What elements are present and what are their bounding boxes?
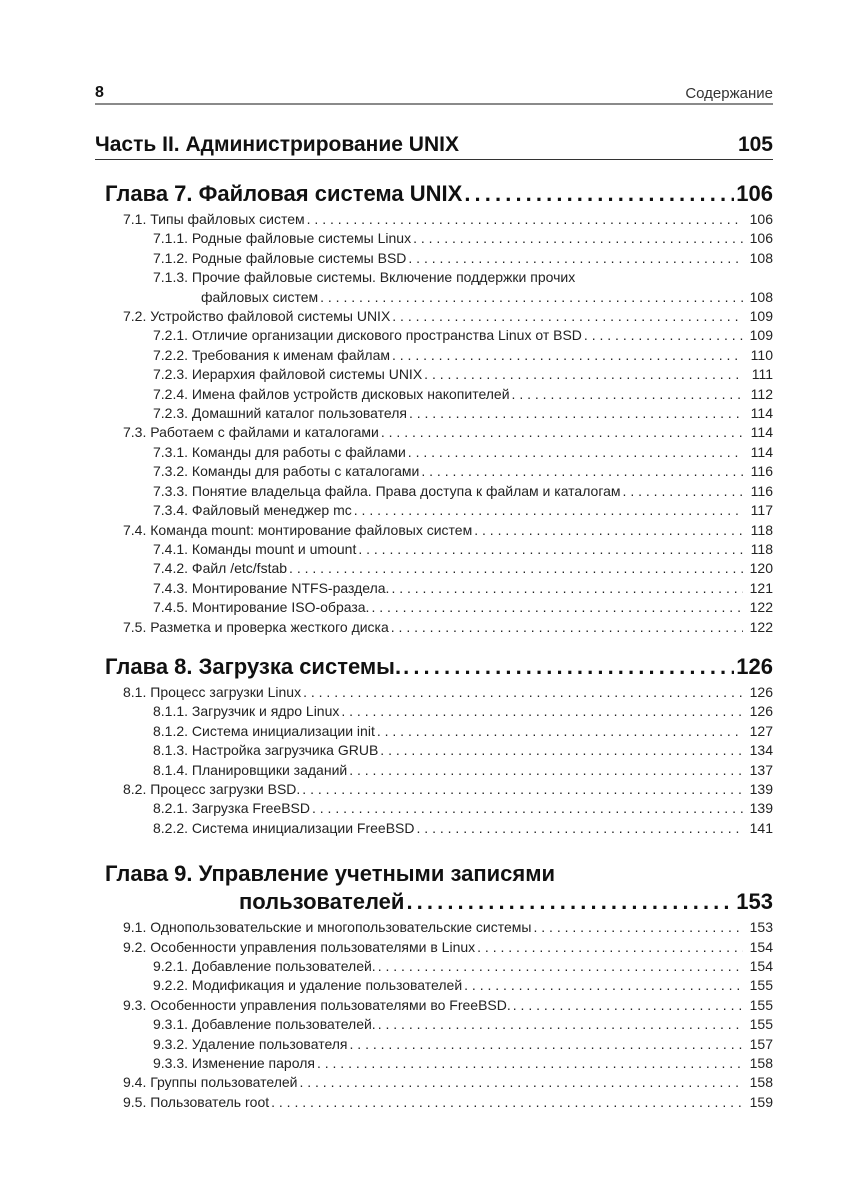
leader-dots	[350, 1035, 743, 1054]
leader-dots	[477, 938, 743, 957]
toc-entry-text: Добавление пользователей.	[191, 1016, 376, 1033]
toc-entry-text: Типы файловых систем	[150, 211, 305, 227]
toc-entry-title	[123, 918, 531, 937]
chapter-heading[interactable]	[95, 180, 773, 208]
toc-entry-title	[153, 957, 376, 976]
toc-entry[interactable]	[95, 540, 773, 559]
toc-entry-title	[153, 385, 510, 404]
leader-dots	[408, 249, 743, 268]
toc-entry[interactable]	[95, 288, 773, 307]
toc-entry[interactable]	[95, 799, 773, 818]
leader-dots	[354, 501, 743, 520]
toc-entry[interactable]	[95, 1015, 773, 1034]
toc-entry-title	[153, 462, 419, 481]
toc-entry-page: 111	[751, 366, 773, 383]
toc-entry-title	[153, 365, 422, 384]
toc-entry-page: 114	[750, 405, 773, 422]
leader-dots	[320, 288, 743, 307]
toc-entry-page: 118	[750, 521, 773, 538]
leader-dots	[409, 404, 743, 423]
chapter-heading[interactable]	[95, 860, 773, 916]
toc-entry[interactable]	[95, 482, 773, 501]
toc-entry[interactable]	[95, 683, 773, 702]
toc-entry-title	[123, 780, 300, 799]
running-head	[95, 82, 773, 105]
toc-entry-text: Иерархия файловой системы UNIX	[191, 366, 423, 383]
leader-dots	[512, 385, 743, 404]
toc-entry-text: Имена файлов устройств дисковых накопителей	[191, 385, 510, 402]
toc-entry[interactable]	[95, 598, 773, 617]
toc-entry-text: Изменение пароля	[191, 1055, 315, 1072]
leader-dots	[317, 1054, 743, 1073]
leader-dots	[341, 702, 743, 721]
toc-entry-number: 7.3.2.	[153, 463, 189, 480]
toc-entry-number: 8.1.4.	[153, 761, 189, 778]
toc-entry-number: 7.2.	[123, 308, 147, 325]
toc-entry-number: 7.1.1.	[153, 230, 189, 247]
toc-entry-number: 7.1.2.	[153, 249, 189, 266]
toc-entry-title	[153, 268, 575, 287]
toc-entry-page: 116	[750, 463, 773, 480]
leader-dots	[464, 180, 734, 208]
toc-entry-number: 8.2.	[123, 780, 147, 797]
toc-entry-number: 7.1.	[123, 211, 147, 227]
toc-entry-number: 7.2.3.	[153, 405, 189, 422]
toc-entry-page: 126	[749, 703, 773, 720]
toc-entry-number: 8.1.2.	[153, 722, 189, 739]
toc-entry[interactable]	[95, 365, 773, 384]
toc-entry-number: 7.2.1.	[153, 327, 189, 344]
toc-entry[interactable]	[95, 996, 773, 1015]
toc-entry-page: 106	[749, 230, 773, 247]
toc-entry-title	[153, 482, 621, 501]
toc-entry[interactable]	[95, 702, 773, 721]
leader-dots	[421, 462, 743, 481]
toc-entry-page: 159	[749, 1093, 773, 1110]
toc-entry[interactable]	[95, 1093, 773, 1112]
leader-dots	[584, 326, 743, 345]
toc-entry-page: 139	[749, 800, 773, 817]
toc-entry-text: Модификация и удаление пользователей	[191, 977, 463, 994]
toc-entry-number: 9.4.	[123, 1074, 147, 1091]
toc-entry-title	[123, 683, 301, 702]
leader-dots	[349, 761, 743, 780]
toc-entry-number: 9.3.	[123, 996, 147, 1013]
leader-dots	[302, 780, 743, 799]
toc-entry-text: Работаем с файлами и каталогами	[150, 424, 379, 441]
toc-entry-number: 7.4.5.	[153, 599, 189, 616]
toc-entry[interactable]	[95, 780, 773, 799]
toc-entry-number: 7.3.	[123, 424, 147, 441]
toc-entry-title	[153, 799, 310, 818]
toc-entry-text: Команды mount и umount	[191, 540, 357, 557]
toc-entry[interactable]	[95, 579, 773, 598]
toc-entry-text: Процесс загрузки BSD.	[150, 780, 301, 797]
toc-entry[interactable]	[95, 1035, 773, 1054]
toc-entry-title	[153, 761, 347, 780]
toc-entry-title	[123, 423, 379, 442]
toc-entry-title	[153, 1015, 376, 1034]
toc-entry[interactable]	[95, 521, 773, 540]
toc-entry-text: Команды для работы с файлами	[191, 443, 406, 460]
toc-entry-page: 155	[749, 1016, 773, 1033]
toc-entry-title	[153, 702, 339, 721]
toc-entry-page: 126	[749, 683, 773, 700]
toc-entry-text: Разметка и проверка жесткого диска	[150, 618, 389, 635]
toc-entry-page: 117	[750, 502, 773, 519]
toc-entry-number: 8.2.1.	[153, 800, 189, 817]
toc-entry-text: Монтирование ISO-образа.	[191, 599, 370, 616]
toc-entry-title	[123, 996, 511, 1015]
toc-entry-number: 7.3.4.	[153, 502, 189, 519]
toc-entry[interactable]	[95, 1073, 773, 1092]
toc-entry-number: 9.5.	[123, 1093, 147, 1110]
leader-dots	[391, 618, 743, 637]
leader-dots	[408, 443, 743, 462]
toc-entry-text: Файл /etc/fstab	[191, 560, 288, 577]
leader-dots	[380, 741, 743, 760]
toc-entry-page: 155	[749, 996, 773, 1013]
toc-entry-number: 9.2.1.	[153, 958, 189, 974]
toc-entry-title	[153, 229, 411, 248]
toc-entry-page: 122	[749, 599, 773, 616]
leader-dots	[312, 799, 743, 818]
leader-dots	[377, 722, 743, 741]
toc-entry[interactable]	[95, 761, 773, 780]
toc-entry-page: 116	[750, 482, 773, 499]
toc-entry[interactable]	[95, 559, 773, 578]
chapter-page: 153	[736, 889, 773, 915]
leader-dots	[307, 210, 743, 229]
leader-dots	[358, 540, 743, 559]
chapter-entries	[95, 683, 773, 838]
toc-entry-number: 9.3.3.	[153, 1055, 189, 1072]
toc-entry-page: 114	[750, 424, 773, 441]
toc-entry-title	[153, 559, 287, 578]
toc-entry-number: 7.2.4.	[153, 385, 189, 402]
toc-entry-text: Планировщики заданий	[191, 761, 348, 778]
toc-entry-number: 9.3.2.	[153, 1035, 189, 1052]
toc-entry-title	[123, 521, 472, 540]
toc-entry-text: Отличие организации дискового пространства Linux от BSD	[191, 327, 582, 344]
chapter-title-line2: пользователей	[239, 889, 405, 915]
toc-entry[interactable]	[95, 423, 773, 442]
toc-entry-title	[153, 249, 406, 268]
toc-entry-number: 7.5.	[123, 618, 147, 635]
toc-entry-text: Процесс загрузки Linux	[150, 683, 302, 700]
toc-entry-title	[153, 598, 369, 617]
chapter-title: Глава 7. Файловая система UNIX	[105, 181, 463, 206]
toc-entry-number: 8.2.2.	[153, 819, 189, 836]
toc-entry-number: 8.1.1.	[153, 703, 189, 720]
toc-entry-text: Устройство файловой системы UNIX	[150, 308, 391, 325]
toc-entry-page: 122	[749, 618, 773, 635]
toc-entry-text: Особенности управления пользователями во FreeBSD.	[150, 996, 511, 1013]
toc-entry-title	[153, 443, 406, 462]
toc-entry-number: 7.4.	[123, 521, 147, 538]
toc-entry-text: Система инициализации FreeBSD	[191, 819, 415, 836]
toc-entry-text: Добавление пользователей.	[191, 958, 376, 974]
toc-entry-number: 9.2.	[123, 938, 147, 955]
running-head-title: Содержание	[685, 85, 773, 102]
toc-entry-text: Родные файловые системы BSD	[191, 249, 407, 266]
toc-entry-text: Удаление пользователя	[191, 1035, 348, 1052]
toc-entry-text: Особенности управления пользователями в Linux	[150, 938, 476, 955]
toc-entry-page: 154	[749, 938, 773, 955]
toc-entry[interactable]	[95, 976, 773, 995]
leader-dots	[513, 996, 743, 1015]
toc-entry-page: 109	[749, 327, 773, 344]
toc-entry-text: Настройка загрузчика GRUB	[191, 742, 379, 759]
toc-entry-title	[153, 1054, 315, 1073]
chapter-page: 106	[736, 181, 773, 206]
leader-dots	[392, 346, 743, 365]
part-heading[interactable]	[95, 129, 773, 160]
toc-entry-text: Загрузчик и ядро Linux	[191, 703, 340, 720]
toc-entry-number: 7.2.2.	[153, 346, 189, 363]
toc-entry-text: Родные файловые системы Linux	[191, 230, 412, 247]
leader-dots	[533, 918, 743, 937]
leader-dots	[392, 307, 743, 326]
toc-entry-number: 7.3.3.	[153, 482, 189, 499]
toc-entry-title	[123, 1093, 269, 1112]
toc-entry[interactable]	[95, 210, 773, 229]
toc-entry[interactable]	[95, 346, 773, 365]
toc-entry-title	[153, 579, 389, 598]
toc-entry-title	[153, 741, 378, 760]
toc-entry-text: Домашний каталог пользователя	[191, 405, 407, 422]
leader-dots	[403, 653, 734, 681]
chapter-entries	[95, 918, 773, 1112]
toc-entry-title	[153, 501, 352, 520]
toc-entry[interactable]	[95, 326, 773, 345]
toc-entry-title	[153, 976, 462, 995]
toc-entry[interactable]	[95, 1054, 773, 1073]
toc-entry-page: 127	[749, 722, 773, 739]
leader-dots	[303, 683, 743, 702]
toc-entry-text: Монтирование NTFS-раздела.	[191, 579, 390, 596]
toc-entry-title	[153, 722, 375, 741]
toc-entry[interactable]	[95, 268, 773, 287]
toc-entry-text: Команды для работы с каталогами	[191, 463, 420, 480]
toc-entry-page: 121	[749, 579, 773, 596]
toc-entry-text: Понятие владельца файла. Права доступа к файлам и каталогам	[191, 482, 621, 499]
toc-entry-title	[123, 618, 389, 637]
toc-entry-title	[123, 938, 475, 957]
toc-entry-text: Файловый менеджер mc	[191, 502, 352, 519]
toc-entry-page: 108	[749, 288, 773, 305]
page-number: 8	[95, 84, 104, 101]
toc-entry-page: 137	[749, 761, 773, 778]
toc-entry[interactable]	[95, 249, 773, 268]
leader-dots	[413, 229, 743, 248]
toc-entry-text: Команда mount: монтирование файловых систем	[150, 521, 473, 538]
toc-entry[interactable]	[95, 918, 773, 937]
toc-entry-title	[153, 404, 407, 423]
part-page: 105	[737, 133, 773, 156]
toc-entry-text: Загрузка FreeBSD	[191, 800, 310, 817]
toc-entry-text: Система инициализации init	[191, 722, 375, 739]
part-title: Часть II. Администрирование UNIX	[95, 133, 459, 156]
toc-entry-title	[153, 819, 415, 838]
leader-dots	[289, 559, 743, 578]
toc-entry[interactable]	[95, 501, 773, 520]
toc-entry[interactable]	[95, 385, 773, 404]
toc-entry-page: 141	[749, 819, 773, 836]
toc-entry-number: 9.1.	[123, 919, 147, 936]
leader-dots	[371, 598, 743, 617]
toc-entry-title	[123, 307, 390, 326]
toc-entry-page: 134	[749, 742, 773, 759]
leader-dots	[271, 1093, 743, 1112]
toc-entry-page: 112	[750, 385, 773, 402]
chapter-page: 126	[736, 653, 773, 679]
toc-entry-number: 9.2.2.	[153, 977, 189, 994]
toc-entry[interactable]	[95, 957, 773, 976]
toc-entry-text: Однопользовательские и многопользовательские системы	[150, 919, 532, 936]
toc-entry-number: 8.1.3.	[153, 742, 189, 759]
toc-entry-page: 118	[750, 540, 773, 557]
toc-entry-number: 7.3.1.	[153, 443, 189, 460]
chapter-heading[interactable]	[95, 653, 773, 681]
toc-entry-page: 158	[749, 1074, 773, 1091]
toc-entry-page: 110	[750, 346, 773, 363]
toc-entry-page: 139	[749, 780, 773, 797]
leader-dots	[623, 482, 743, 501]
toc-entry-page: 109	[749, 308, 773, 325]
toc-entry[interactable]	[95, 462, 773, 481]
toc-entry-number: 7.2.3.	[153, 366, 189, 383]
toc-entry[interactable]	[95, 443, 773, 462]
toc-entry-page: 106	[749, 211, 773, 227]
toc-entry-page: 114	[750, 443, 773, 460]
toc-entry-title	[153, 346, 390, 365]
toc-entry-page: 158	[749, 1055, 773, 1072]
leader-dots	[381, 423, 743, 442]
toc-entry-number: 7.4.2.	[153, 560, 189, 577]
toc-entry-title	[153, 326, 582, 345]
toc-entry-text: Прочие файловые системы. Включение поддержки прочих	[191, 269, 576, 286]
toc-entry[interactable]	[95, 722, 773, 741]
toc-entry[interactable]	[95, 229, 773, 248]
toc-entry-page: 108	[749, 249, 773, 266]
toc-entry[interactable]	[95, 938, 773, 957]
toc-entry-text: Пользователь root	[150, 1093, 270, 1110]
toc-entry-text: файловых систем	[201, 288, 319, 305]
leader-dots	[417, 819, 743, 838]
leader-dots	[299, 1073, 743, 1092]
toc-entry-number: 7.1.3.	[153, 269, 189, 286]
leader-dots	[378, 1015, 743, 1034]
leader-dots	[424, 365, 743, 384]
toc-entry-page: 153	[749, 919, 773, 936]
toc-entry-page: 157	[749, 1035, 773, 1052]
toc-entry-number: 8.1.	[123, 683, 147, 700]
toc-entry-page: 120	[749, 560, 773, 577]
chapter-title: Глава 9. Управление учетными записями	[105, 861, 556, 887]
toc-page	[95, 82, 773, 1112]
toc-entry-title	[201, 288, 318, 307]
leader-dots	[391, 579, 743, 598]
toc-entry[interactable]	[95, 307, 773, 326]
toc-entry-number: 7.4.3.	[153, 579, 189, 596]
toc-entry-page: 155	[749, 977, 773, 994]
leader-dots	[378, 957, 743, 976]
toc-entry[interactable]	[95, 819, 773, 838]
toc-entry[interactable]	[95, 404, 773, 423]
toc-entry-page: 154	[749, 958, 773, 974]
leader-dots	[464, 976, 743, 995]
toc-entry-title	[123, 1073, 297, 1092]
toc-entry-text: Группы пользователей	[150, 1074, 298, 1091]
chapter-title: Глава 8. Загрузка системы.	[105, 653, 402, 679]
chapter-entries	[95, 210, 773, 637]
leader-dots	[406, 888, 734, 916]
toc-entry-title	[153, 540, 356, 559]
toc-entry-number: 9.3.1.	[153, 1016, 189, 1033]
toc-entry[interactable]	[95, 618, 773, 637]
toc-entry[interactable]	[95, 741, 773, 760]
toc-entry-title	[153, 1035, 348, 1054]
toc-entry-title	[123, 210, 305, 229]
leader-dots	[474, 521, 743, 540]
toc-entry-number: 7.4.1.	[153, 540, 189, 557]
toc-entry-text: Требования к именам файлам	[191, 346, 390, 363]
